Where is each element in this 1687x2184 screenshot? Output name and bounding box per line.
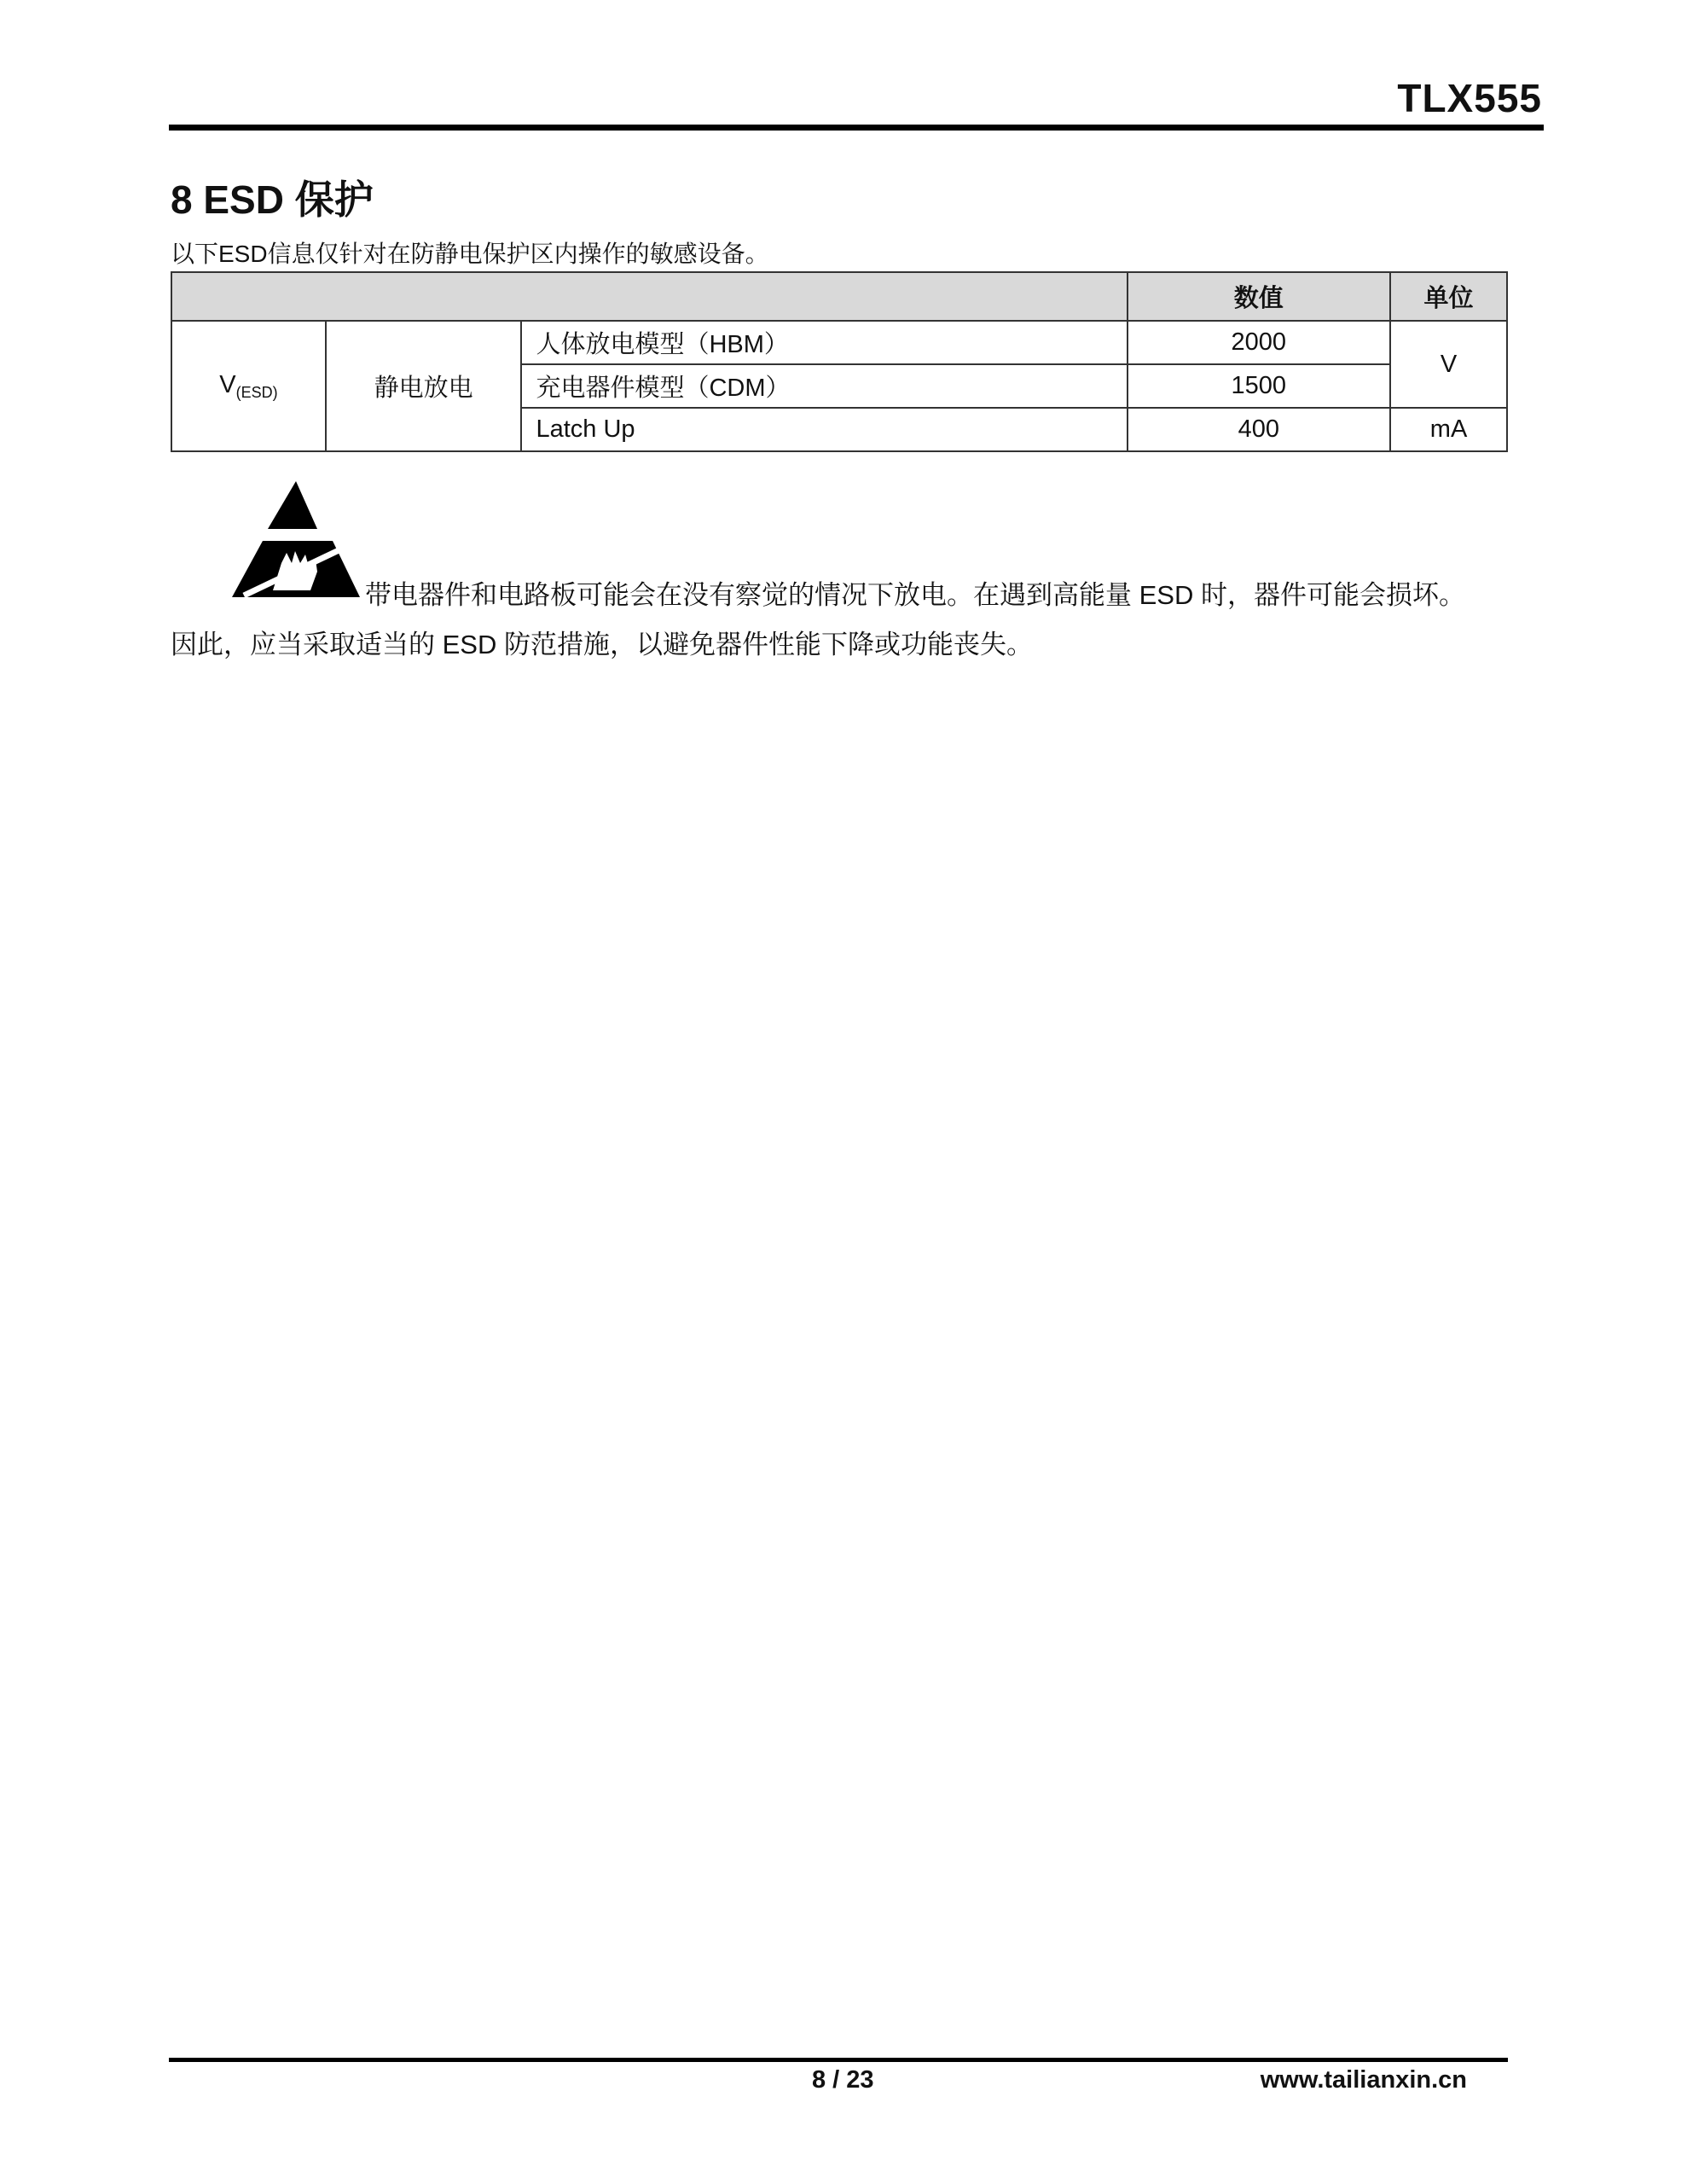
- model-cell-hbm: 人体放电模型（HBM）: [521, 321, 1127, 364]
- model-cell-cdm: 充电器件模型（CDM）: [521, 364, 1127, 408]
- page-number: 8 / 23: [812, 2066, 874, 2094]
- esd-sensitive-icon: [232, 481, 360, 601]
- warning-text-line-1: 带电器件和电路板可能会在没有察觉的情况下放电。在遇到高能量 ESD 时，器件可能会损坏。: [365, 580, 1465, 610]
- footer-website: www.tailianxin.cn: [1260, 2066, 1467, 2094]
- table-header-row: [171, 272, 1507, 321]
- header-blank-cell: [171, 272, 1128, 321]
- section-intro: 以下ESD信息仅针对在防静电保护区内操作的敏感设备。: [171, 241, 769, 267]
- warning-text-line-2: 因此，应当采取适当的 ESD 防范措施，以避免器件性能下降或功能丧失。: [171, 630, 1033, 659]
- model-cell-latchup: Latch Up: [521, 408, 1127, 451]
- value-cell-latchup: 400: [1128, 408, 1391, 451]
- value-cell-hbm: 2000: [1128, 321, 1391, 364]
- unit-cell-ma: mA: [1390, 408, 1507, 451]
- symbol-subscript: (ESD): [235, 383, 278, 401]
- footer-divider: [169, 2058, 1508, 2062]
- header-value: 数值: [1128, 272, 1391, 321]
- unit-cell-v: V: [1390, 321, 1507, 408]
- symbol-cell: [171, 321, 326, 451]
- header-unit: 单位: [1390, 272, 1507, 321]
- header-divider: [169, 125, 1544, 131]
- value-cell-cdm: 1500: [1128, 364, 1391, 408]
- symbol-main: V: [219, 370, 236, 398]
- esd-ratings-table: [171, 271, 1508, 452]
- category-cell: 静电放电: [326, 321, 522, 451]
- section-title: 8 ESD 保护: [171, 177, 374, 222]
- table-row: [171, 321, 1507, 364]
- document-header-title: TLX555: [1397, 76, 1542, 120]
